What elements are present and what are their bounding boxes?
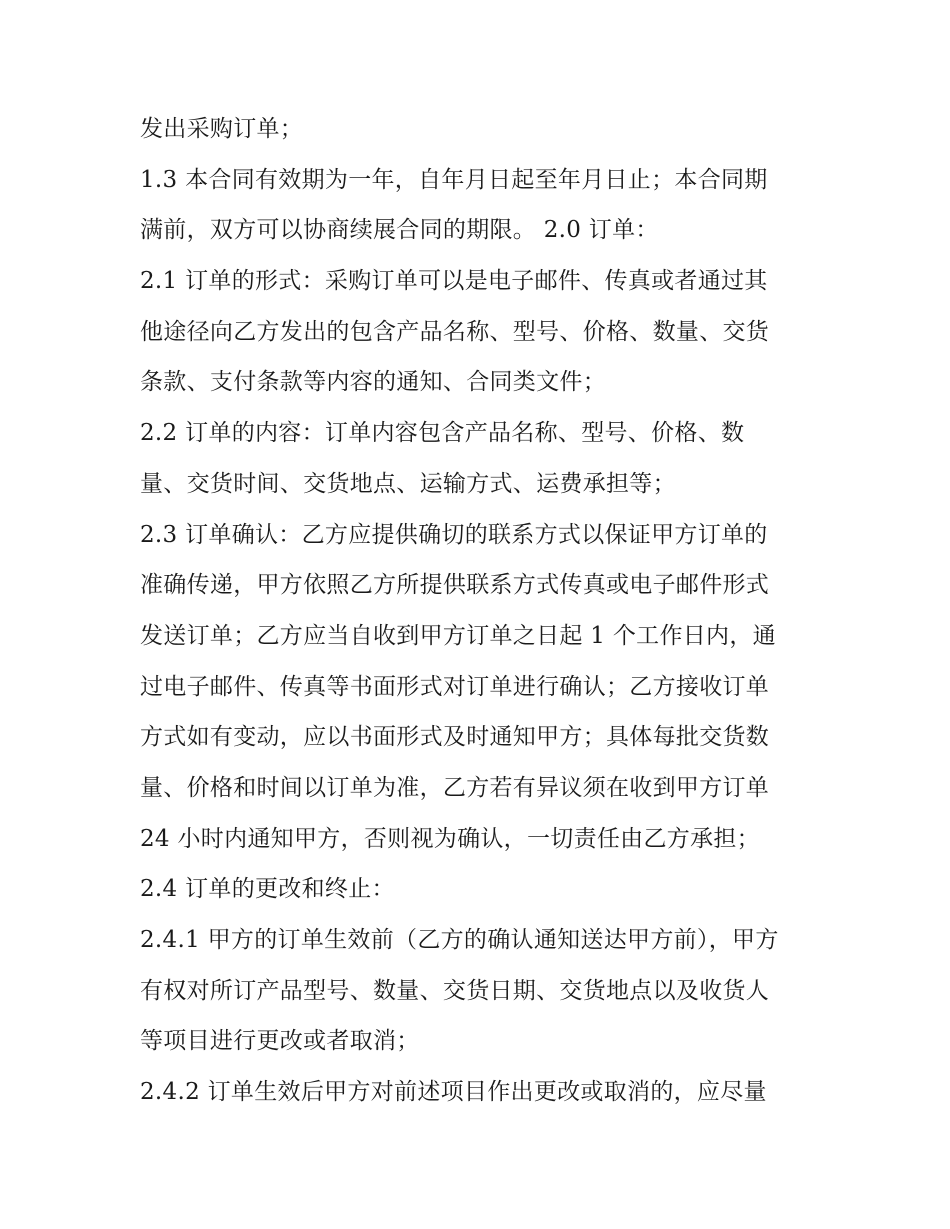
text-line: 他途径向乙方发出的包含产品名称、型号、价格、数量、交货 [140,318,770,345]
text-line: 满前，双方可以协商续展合同的期限。 2.0 订单： [140,217,659,244]
text-line: 发出采购订单； [140,116,304,142]
text-line: 量、交货时间、交货地点、运输方式、运费承担等； [140,470,676,497]
text-line: 量、价格和时间以订单为准，乙方若有异议须在收到甲方订单 [140,774,770,801]
text-line: 2.4.1 甲方的订单生效前（乙方的确认通知送达甲方前），甲方 [140,927,779,953]
text-line: 方式如有变动，应以书面形式及时通知甲方；具体每批交货数 [140,724,770,751]
text-line: 等项目进行更改或者取消； [140,1028,420,1055]
text-line: 2.2 订单的内容：订单内容包含产品名称、型号、价格、数 [140,420,745,447]
text-line: 1.3 本合同有效期为一年，自年月日起至年月日止；本合同期 [140,166,768,193]
text-line: 准确传递，甲方依照乙方所提供联系方式传真或电子邮件形式 [140,572,770,599]
text-line: 条款、支付条款等内容的通知、合同类文件； [140,369,606,396]
text-line: 2.4 订单的更改和终止： [140,876,395,903]
document-body [140,104,820,1118]
text-line: 发送订单；乙方应当自收到甲方订单之日起 1 个工作日内，通 [140,622,776,649]
text-line: 2.3 订单确认：乙方应提供确切的联系方式以保证甲方订单的 [140,521,768,548]
text-line: 过电子邮件、传真等书面形式对订单进行确认；乙方接收订单 [140,673,770,700]
text-line: 有权对所订产品型号、数量、交货日期、交货地点以及收货人 [140,977,770,1004]
text-line: 24 小时内通知甲方，否则视为确认，一切责任由乙方承担； [140,825,760,852]
text-line: 2.4.2 订单生效后甲方对前述项目作出更改或取消的，应尽量 [140,1079,767,1106]
text-line: 2.1 订单的形式：采购订单可以是电子邮件、传真或者通过其 [140,268,768,295]
